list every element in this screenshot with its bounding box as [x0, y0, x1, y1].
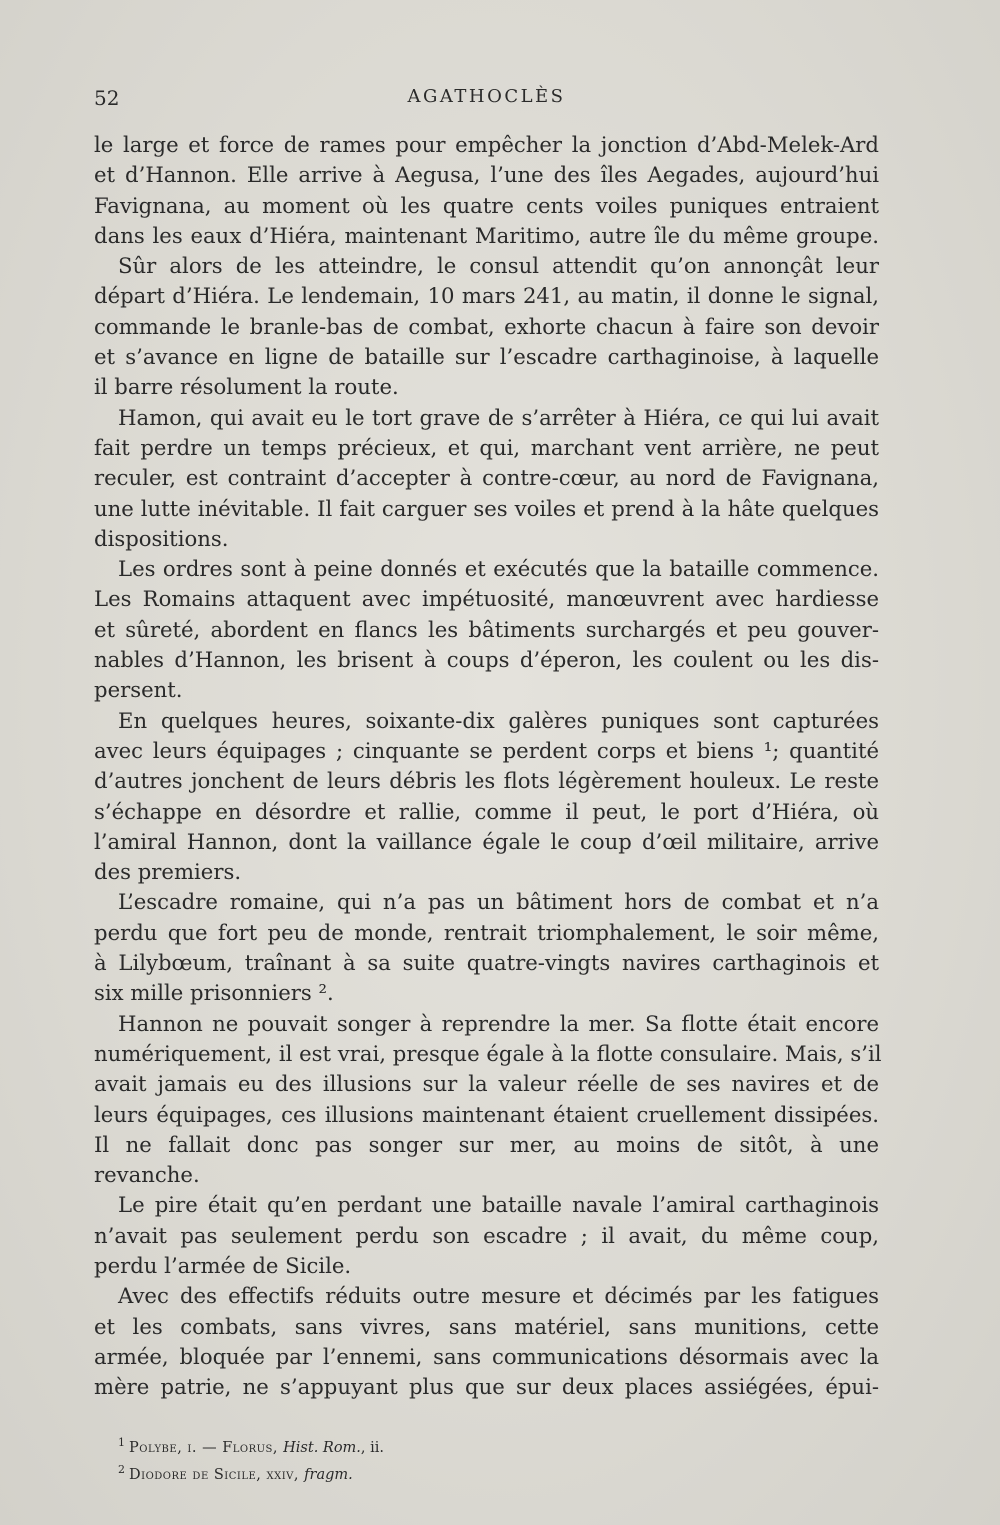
- text-line: En quelques heures, soixante-dix galères puniques sont capturées: [118, 707, 879, 733]
- text-line: s’échappe en désordre et rallie, comme il peut, le port d’Hiéra, où: [94, 798, 879, 824]
- text-line: il barre résolument la route.: [94, 374, 399, 400]
- footnote-mark: 1: [118, 1436, 125, 1449]
- text-line: l’amiral Hannon, dont la vaillance égale le coup d’œil militaire, arrive: [94, 828, 879, 854]
- footnote: [118, 1459, 878, 1486]
- text-line: Les Romains attaquent avec impétuosité, manœuvrent avec hardiesse: [94, 586, 879, 612]
- footnotes: [118, 1432, 878, 1486]
- text-line: et d’Hannon. Elle arrive à Aegusa, l’une des îles Aegades, aujourd’hui: [94, 162, 879, 188]
- text-line: Hamon, qui avait eu le tort grave de s’arrêter à Hiéra, ce qui lui avait: [118, 404, 879, 430]
- text-line: fait perdre un temps précieux, et qui, marchant vent arrière, ne peut: [94, 434, 879, 460]
- body-text: [94, 130, 882, 1402]
- text-line: et sûreté, abordent en flancs les bâtiments surchargés et peu gouver-: [94, 616, 879, 642]
- page-number: 52: [94, 86, 120, 110]
- text-line: départ d’Hiéra. Le lendemain, 10 mars 241, au matin, il donne le signal,: [94, 283, 879, 309]
- text-line: revanche.: [94, 1162, 200, 1188]
- text-line: le large et force de rames pour empêcher la jonction d’Abd-Melek-Ard: [94, 132, 879, 157]
- text-line: Le pire était qu’en perdant une bataille navale l’amiral carthaginois: [118, 1192, 879, 1218]
- footnote-source: Diodore de Sicile, xxiv,: [129, 1466, 305, 1483]
- text-line: six mille prisonniers ².: [94, 980, 334, 1006]
- text-line: numériquement, il est vrai, presque égale à la flotte consulaire. Mais, s’il: [94, 1040, 882, 1066]
- text-line: nables d’Hannon, les brisent à coups d’éperon, les coulent ou les dis-: [94, 647, 879, 673]
- text-line: avait jamais eu des illusions sur la valeur réelle de ses navires et de: [94, 1071, 879, 1097]
- text-line: et les combats, sans vivres, sans matériel, sans munitions, cette: [94, 1313, 879, 1339]
- footnote: [118, 1432, 878, 1459]
- text-line: à Lilybœum, traînant à sa suite quatre-vingts navires carthaginois et: [94, 950, 879, 976]
- footnote-source: Polybe, i. — Florus,: [129, 1439, 284, 1456]
- text-line: dispositions.: [94, 525, 229, 551]
- footnote-work: Hist. Rom.: [283, 1439, 361, 1456]
- text-line: Les ordres sont à peine donnés et exécutés que la bataille commence.: [118, 556, 879, 582]
- text-line: n’avait pas seulement perdu son escadre ; il avait, du même coup,: [94, 1222, 879, 1248]
- text-line: mère patrie, ne s’appuyant plus que sur deux places assiégées, épui-: [94, 1374, 879, 1400]
- text-line: armée, bloquée par l’ennemi, sans communications désormais avec la: [94, 1343, 879, 1369]
- text-line: commande le branle-bas de combat, exhorte chacun à faire son devoir: [94, 313, 879, 339]
- text-line: une lutte inévitable. Il fait carguer ses voiles et prend à la hâte quelques: [94, 495, 879, 521]
- footnote-work: fragm.: [304, 1466, 353, 1483]
- text-line: Sûr alors de les atteindre, le consul attendit qu’on annonçât leur: [118, 253, 879, 279]
- running-title: AGATHOCLÈS: [407, 86, 566, 107]
- text-line: des premiers.: [94, 859, 242, 885]
- text-line: Hannon ne pouvait songer à reprendre la mer. Sa flotte était encore: [118, 1010, 879, 1036]
- page-header: [94, 86, 879, 116]
- text-line: persent.: [94, 677, 183, 703]
- text-line: et s’avance en ligne de bataille sur l’escadre carthaginoise, à laquelle: [94, 344, 879, 370]
- text-line: Il ne fallait donc pas songer sur mer, au moins de sitôt, à une: [94, 1131, 879, 1157]
- footnote-tail: , ii.: [360, 1439, 385, 1456]
- text-line: perdu l’armée de Sicile.: [94, 1252, 352, 1278]
- text-line: dans les eaux d’Hiéra, maintenant Maritimo, autre île du même groupe.: [94, 222, 879, 248]
- text-line: Favignana, au moment où les quatre cents voiles puniques entraient: [94, 192, 879, 218]
- text-line: L’escadre romaine, qui n’a pas un bâtiment hors de combat et n’a: [118, 889, 879, 915]
- text-line: d’autres jonchent de leurs débris les flots légèrement houleux. Le reste: [94, 768, 879, 794]
- text-line: leurs équipages, ces illusions maintenant étaient cruellement dissipées.: [94, 1101, 879, 1127]
- text-line: avec leurs équipages ; cinquante se perdent corps et biens ¹; quantité: [94, 737, 879, 763]
- text-line: reculer, est contraint d’accepter à contre-cœur, au nord de Favignana,: [94, 465, 879, 491]
- footnote-mark: 2: [118, 1462, 125, 1476]
- text-line: perdu que fort peu de monde, rentrait triomphalement, le soir même,: [94, 919, 879, 945]
- text-line: Avec des effectifs réduits outre mesure et décimés par les fatigues: [118, 1283, 879, 1309]
